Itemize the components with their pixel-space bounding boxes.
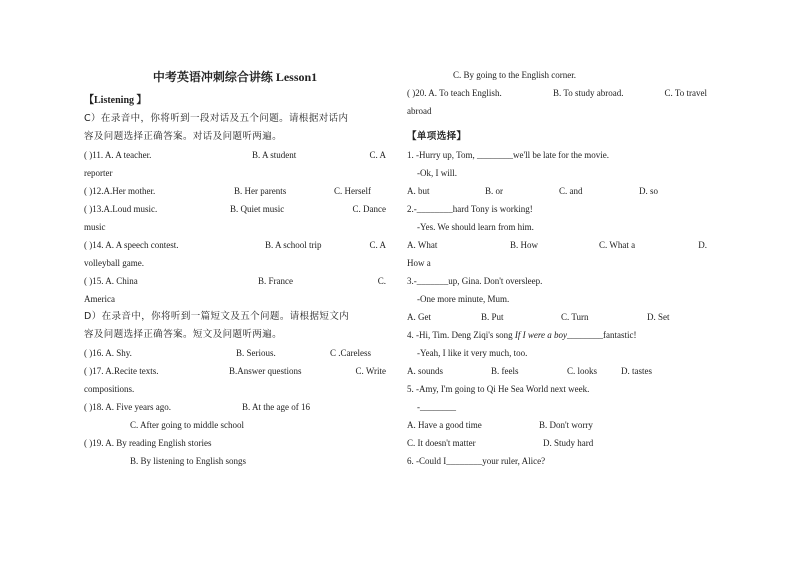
q17-option-c: C. Write	[355, 366, 386, 376]
choice-5-options-row2	[407, 434, 707, 452]
choice-1-option-d: D. so	[639, 186, 659, 196]
q11-option-b: B. A student	[252, 150, 297, 160]
choice-3-option-d: D. Set	[647, 312, 670, 322]
choice-2-options	[407, 236, 707, 254]
choice-4-options	[407, 362, 707, 380]
q19-option-b-line: B. By listening to English songs	[130, 456, 247, 466]
q12-option-c: C. Herself	[334, 186, 371, 196]
q13-option-b: B. Quiet music	[230, 204, 285, 214]
q19-option-c-line: C. By going to the English corner.	[453, 70, 576, 80]
q14-stem: ( )14. A. A speech contest.	[84, 240, 179, 250]
choice-3-options	[407, 308, 707, 326]
q11-continuation: reporter	[84, 168, 113, 178]
question-11	[84, 146, 386, 164]
choice-5-option-d: D. Study hard	[543, 438, 594, 448]
question-14	[84, 236, 386, 254]
choice-2-reply: -Yes. We should learn from him.	[417, 222, 534, 232]
choice-4-option-b: B. feels	[491, 366, 519, 376]
choice-5-option-c: C. It doesn't matter	[407, 438, 476, 448]
choice-1-option-c: C. and	[559, 186, 583, 196]
instruction-c-line2: 容及问题选择正确答案。对话及问题听两遍。	[84, 131, 283, 142]
q14-option-c: C. A	[369, 240, 386, 250]
choice-3-option-a: A. Get	[407, 312, 431, 322]
choice-4-option-a: A. sounds	[407, 366, 444, 376]
single-choice-header: 【单项选择】	[407, 131, 467, 142]
q12-option-b: B. Her parents	[234, 186, 287, 196]
q20-option-b: B. To study abroad.	[553, 88, 624, 98]
q15-continuation: America	[84, 294, 115, 304]
q17-option-b: B.Answer questions	[229, 366, 302, 376]
q15-option-b: B. France	[258, 276, 293, 286]
q15-stem: ( )15. A. China	[84, 276, 138, 286]
choice-6-question: 6. -Could I________your ruler, Alice?	[407, 456, 546, 466]
q18-option-b: B. At the age of 16	[242, 402, 310, 412]
q15-option-c: C.	[377, 276, 386, 286]
question-17	[84, 362, 386, 380]
q16-stem: ( )16. A. Shy.	[84, 348, 132, 358]
choice-3-option-b: B. Put	[481, 312, 504, 322]
choice-2-continuation: How a	[407, 258, 431, 268]
instruction-d-line1: D）在录音中，你将听到一篇短文及五个问题。请根据短文内	[84, 311, 350, 322]
listening-header: 【Listening 】	[84, 95, 147, 106]
q14-option-b: B. A school trip	[265, 240, 322, 250]
instruction-c-line1: C）在录音中，你将听到一段对话及五个问题。请根据对话内	[84, 113, 349, 124]
choice-4-question-start: 4. -Hi, Tim. Deng Ziqi's song	[407, 330, 515, 340]
q16-option-c: C .Careless	[330, 348, 371, 358]
left-column	[84, 66, 386, 470]
choice-5-option-a: A. Have a good time	[407, 420, 482, 430]
question-12	[84, 182, 386, 200]
choice-1-option-b: B. or	[485, 186, 503, 196]
q20-stem: ( )20. A. To teach English.	[407, 88, 502, 98]
question-20	[407, 84, 707, 102]
choice-1-question: 1. -Hurry up, Tom, ________we'll be late for the movie.	[407, 150, 610, 160]
choice-3-option-c: C. Turn	[561, 312, 589, 322]
question-13	[84, 200, 386, 218]
choice-2-option-b: B. How	[510, 240, 539, 250]
right-column	[407, 66, 707, 470]
q13-option-c: C. Dance	[352, 204, 386, 214]
choice-4-option-c: C. looks	[567, 366, 598, 376]
choice-4-question	[407, 326, 707, 344]
q14-continuation: volleyball game.	[84, 258, 144, 268]
q18-option-c-line: C. After going to middle school	[130, 420, 244, 430]
choice-4-reply: -Yeah, I like it very much, too.	[417, 348, 528, 358]
choice-5-reply: -________	[417, 402, 456, 412]
choice-3-reply: -One more minute, Mum.	[417, 294, 510, 304]
q17-stem: ( )17. A.Recite texts.	[84, 366, 159, 376]
question-18	[84, 398, 386, 416]
choice-4-question-end: ________fantastic!	[567, 330, 637, 340]
choice-4-option-d: D. tastes	[621, 366, 652, 376]
question-16	[84, 344, 386, 362]
instruction-d-line2: 容及问题选择正确答案。短文及问题听两遍。	[84, 329, 283, 340]
choice-2-option-d: D.	[698, 240, 707, 250]
q17-continuation: compositions.	[84, 384, 135, 394]
q11-option-c: C. A	[369, 150, 386, 160]
choice-1-options	[407, 182, 707, 200]
choice-5-options-row1	[407, 416, 707, 434]
page-title: 中考英语冲刺综合讲练 Lesson1	[152, 70, 318, 84]
choice-5-option-b: B. Don't worry	[539, 420, 593, 430]
choice-2-option-c: C. What a	[599, 240, 636, 250]
q13-stem: ( )13.A.Loud music.	[84, 204, 158, 214]
q16-option-b: B. Serious.	[236, 348, 276, 358]
choice-3-question: 3.-_______up, Gina. Don't oversleep.	[407, 276, 543, 286]
q13-continuation: music	[84, 222, 106, 232]
q11-stem: ( )11. A. A teacher.	[84, 150, 152, 160]
q18-stem: ( )18. A. Five years ago.	[84, 402, 171, 412]
q12-stem: ( )12.A.Her mother.	[84, 186, 156, 196]
q20-continuation: abroad	[407, 106, 432, 116]
question-19: ( )19. A. By reading English stories	[84, 438, 212, 448]
question-15	[84, 272, 386, 290]
choice-1-reply: -Ok, I will.	[417, 168, 457, 178]
choice-1-option-a: A. but	[407, 186, 430, 196]
choice-5-question: 5. -Amy, I'm going to Qi He Sea World next week.	[407, 384, 590, 394]
choice-2-question: 2.-________hard Tony is working!	[407, 204, 533, 214]
choice-2-option-a: A. What	[407, 240, 438, 250]
choice-4-song-title: If I were a boy	[514, 330, 568, 340]
q20-option-c: C. To travel	[664, 88, 707, 98]
